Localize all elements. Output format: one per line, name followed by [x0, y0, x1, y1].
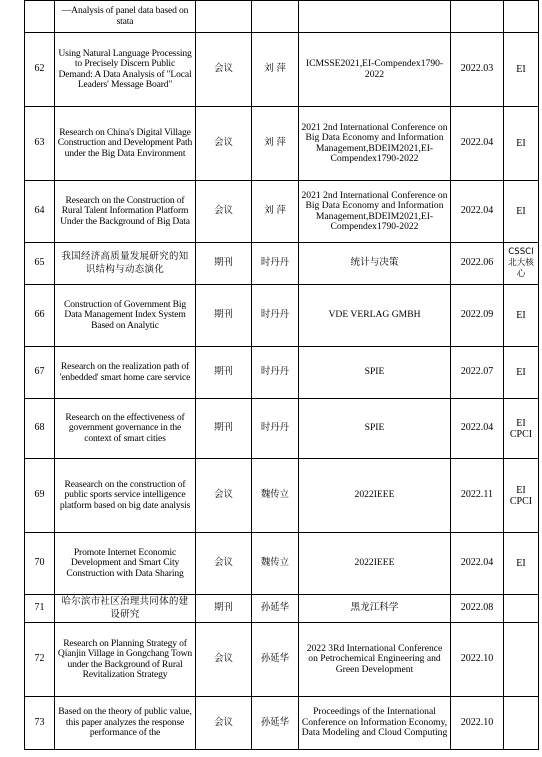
paper-venue: 2022IEEE — [299, 459, 451, 533]
paper-date: 2022.04 — [451, 533, 504, 595]
table-row — [25, 533, 539, 595]
row-number: 70 — [25, 533, 55, 595]
paper-author: 时丹丹 — [252, 399, 299, 459]
row-number: 63 — [25, 107, 55, 181]
table-row — [25, 697, 539, 750]
paper-author — [252, 1, 299, 33]
paper-index: EI — [504, 533, 539, 595]
publication-table — [24, 0, 539, 750]
table-row — [25, 107, 539, 181]
row-number: 73 — [25, 697, 55, 750]
paper-title: —Analysis of panel data based on stata — [55, 1, 196, 33]
paper-venue: SPIE — [299, 347, 451, 399]
paper-date: 2022.10 — [451, 697, 504, 750]
paper-type: 会议 — [196, 533, 252, 595]
paper-title: Research on the realization path of 'enbedded' smart home care service — [55, 347, 196, 399]
paper-author: 魏传立 — [252, 459, 299, 533]
table-row — [25, 595, 539, 623]
paper-venue: 2022 3Rd International Conference on Petrochemical Engineering and Green Development — [299, 623, 451, 697]
paper-index: EI — [504, 107, 539, 181]
paper-date: 2022.08 — [451, 595, 504, 623]
paper-venue: VDE VERLAG GMBH — [299, 285, 451, 347]
paper-date: 2022.04 — [451, 399, 504, 459]
table-row — [25, 181, 539, 243]
paper-title: Based on the theory of public value, this paper analyzes the response performance of the — [55, 697, 196, 750]
paper-index: EI — [504, 33, 539, 107]
paper-date: 2022.10 — [451, 623, 504, 697]
paper-venue: 统计与决策 — [299, 243, 451, 285]
paper-author: 孙延华 — [252, 623, 299, 697]
paper-type: 会议 — [196, 181, 252, 243]
paper-date — [451, 1, 504, 33]
paper-author: 孙延华 — [252, 697, 299, 750]
paper-type: 会议 — [196, 33, 252, 107]
paper-date: 2022.09 — [451, 285, 504, 347]
row-number: 71 — [25, 595, 55, 623]
paper-index — [504, 623, 539, 697]
paper-title: Research on Planning Strategy of Qianjin Village in Gongchang Town under the Background of Rural Revitalization Strategy — [55, 623, 196, 697]
table-row — [25, 347, 539, 399]
paper-title: 哈尔滨市社区治理共同体的建设研究 — [55, 595, 196, 623]
paper-title: Construction of Government Big Data Management Index System Based on Analytic — [55, 285, 196, 347]
paper-venue: 2021 2nd International Conference on Big Data Economy and Information Management,BDEIM2021,EI-Compendex1790-2022 — [299, 181, 451, 243]
paper-type — [196, 1, 252, 33]
paper-title: Research on the Construction of Rural Talent Information Platform Under the Background of Big Data — [55, 181, 196, 243]
paper-date: 2022.11 — [451, 459, 504, 533]
publication-table-page — [24, 0, 538, 750]
paper-index — [504, 595, 539, 623]
paper-venue: 2022IEEE — [299, 533, 451, 595]
paper-author: 刘 萍 — [252, 33, 299, 107]
row-number: 72 — [25, 623, 55, 697]
paper-index: EI — [504, 347, 539, 399]
table-row — [25, 459, 539, 533]
paper-type: 期刊 — [196, 595, 252, 623]
paper-type: 会议 — [196, 459, 252, 533]
paper-title: 我国经济高质量发展研究的知识结构与动态演化 — [55, 243, 196, 285]
paper-author: 孙延华 — [252, 595, 299, 623]
paper-venue: 黑龙江科学 — [299, 595, 451, 623]
paper-title: Promote Internet Economic Development and Smart City Construction with Data Sharing — [55, 533, 196, 595]
paper-index — [504, 697, 539, 750]
paper-date: 2022.04 — [451, 107, 504, 181]
paper-author: 刘 萍 — [252, 181, 299, 243]
table-row — [25, 623, 539, 697]
paper-title: Reasearch on the construction of public sports service intelligence platform based on big date analysis — [55, 459, 196, 533]
paper-index: EI — [504, 181, 539, 243]
paper-type: 会议 — [196, 107, 252, 181]
paper-date: 2022.04 — [451, 181, 504, 243]
paper-author: 刘 萍 — [252, 107, 299, 181]
paper-index: EI CPCI — [504, 399, 539, 459]
paper-type: 期刊 — [196, 243, 252, 285]
paper-date: 2022.06 — [451, 243, 504, 285]
row-number — [25, 1, 55, 33]
paper-type: 会议 — [196, 697, 252, 750]
row-number: 68 — [25, 399, 55, 459]
paper-venue: 2021 2nd International Conference on Big Data Economy and Information Management,BDEIM2021,EI-Compendex1790-2022 — [299, 107, 451, 181]
paper-author: 时丹丹 — [252, 285, 299, 347]
table-row — [25, 285, 539, 347]
paper-index: EI CPCI — [504, 459, 539, 533]
paper-type: 期刊 — [196, 285, 252, 347]
paper-venue: SPIE — [299, 399, 451, 459]
table-row — [25, 399, 539, 459]
paper-index — [504, 1, 539, 33]
row-number: 66 — [25, 285, 55, 347]
paper-index: CSSCI 北大核心 — [504, 243, 539, 285]
paper-date: 2022.07 — [451, 347, 504, 399]
row-number: 64 — [25, 181, 55, 243]
paper-date: 2022.03 — [451, 33, 504, 107]
paper-author: 时丹丹 — [252, 243, 299, 285]
paper-author: 时丹丹 — [252, 347, 299, 399]
paper-index: EI — [504, 285, 539, 347]
paper-type: 会议 — [196, 623, 252, 697]
table-row — [25, 1, 539, 33]
table-row — [25, 33, 539, 107]
paper-venue: ICMSSE2021,EI-Compendex1790-2022 — [299, 33, 451, 107]
paper-title: Using Natural Language Processing to Precisely Discern Public Demand: A Data Analysis of "Local Leaders' Message Board" — [55, 33, 196, 107]
table-row — [25, 243, 539, 285]
paper-type: 期刊 — [196, 347, 252, 399]
paper-title: Research on China's Digital Village Construction and Development Path under the Big Data Environment — [55, 107, 196, 181]
paper-author: 魏传立 — [252, 533, 299, 595]
paper-type: 期刊 — [196, 399, 252, 459]
row-number: 67 — [25, 347, 55, 399]
paper-title: Research on the effectiveness of government governance in the context of smart cities — [55, 399, 196, 459]
paper-venue: Proceedings of the International Conference on Information Economy, Data Modeling and Cloud Computing — [299, 697, 451, 750]
row-number: 69 — [25, 459, 55, 533]
row-number: 62 — [25, 33, 55, 107]
paper-venue — [299, 1, 451, 33]
row-number: 65 — [25, 243, 55, 285]
